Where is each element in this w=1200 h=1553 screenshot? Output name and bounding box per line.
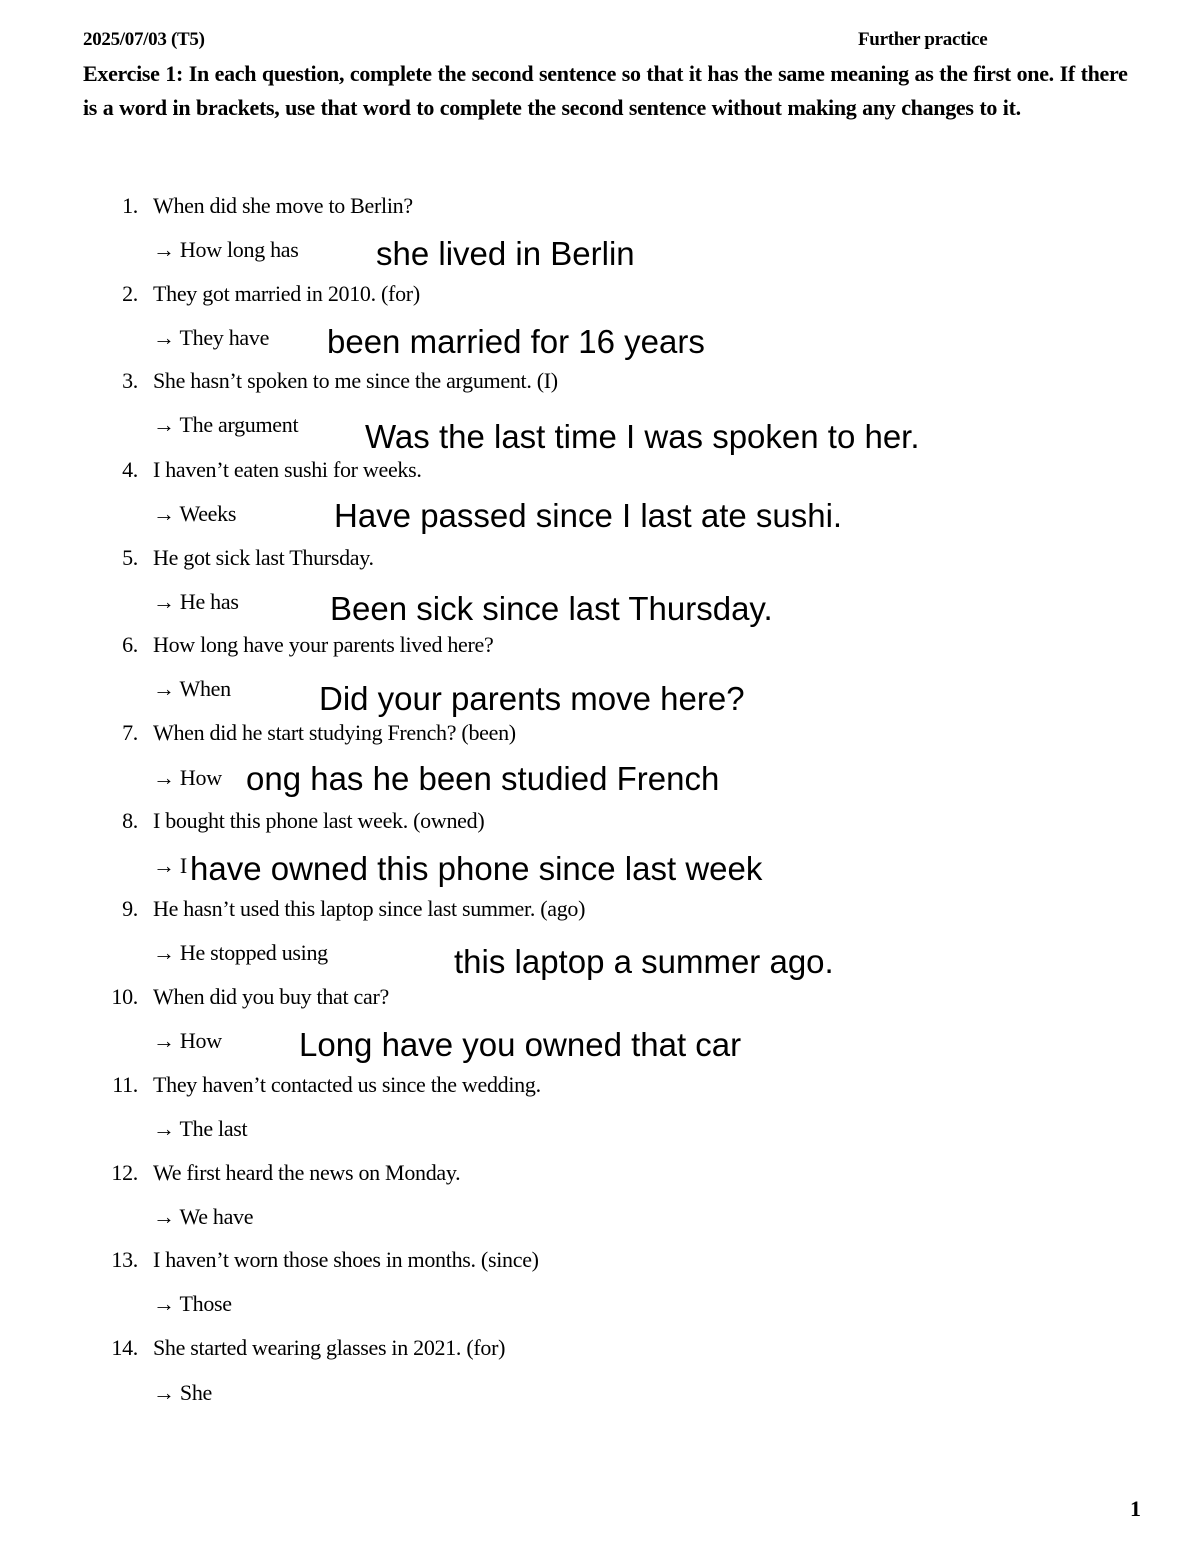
question-number: 13. — [111, 1247, 138, 1272]
question-number: 10. — [111, 984, 138, 1009]
question-text: When did he start studying French? (been) — [153, 720, 516, 745]
answer-prompt: → He stopped using — [153, 940, 328, 965]
answer-prompt: → The last — [153, 1116, 248, 1141]
exercise-instructions: Exercise 1: In each question, complete the second sentence so that it has the same meaning as the first one. If there is a word in brackets, use that word to complete the second sentence without making any changes to it. — [83, 61, 1128, 120]
question-text: I bought this phone last week. (owned) — [153, 808, 485, 833]
header-title: Further practice — [858, 29, 988, 50]
answer-prompt: → How — [153, 765, 222, 790]
question-number: 12. — [111, 1160, 138, 1185]
answer-prompt: → When — [153, 676, 231, 701]
question-text: We first heard the news on Monday. — [153, 1160, 461, 1185]
question-text: She started wearing glasses in 2021. (for) — [153, 1335, 506, 1360]
answer-text[interactable]: ong has he been studied French — [246, 760, 720, 797]
answer-text[interactable]: Long have you owned that car — [299, 1026, 742, 1063]
answer-prompt: → He has — [153, 589, 239, 614]
question-number: 8. — [122, 808, 138, 833]
answer-prompt: → Those — [153, 1291, 232, 1316]
question-number: 4. — [122, 457, 138, 482]
answer-prompt: → How — [153, 1028, 222, 1053]
question-text: I haven’t eaten sushi for weeks. — [153, 457, 422, 482]
page-number: 1 — [1130, 1496, 1141, 1521]
question-number: 11. — [112, 1072, 138, 1097]
answer-text[interactable]: this laptop a summer ago. — [454, 943, 834, 980]
question-number: 9. — [122, 896, 138, 921]
answer-text[interactable]: been married for 16 years — [327, 323, 705, 360]
header-date: 2025/07/03 (T5) — [83, 29, 205, 50]
question-text: He hasn’t used this laptop since last summer. (ago) — [153, 896, 586, 921]
answer-prompt: → She — [153, 1380, 213, 1405]
question-text: I haven’t worn those shoes in months. (since) — [153, 1247, 539, 1272]
answer-prompt: → Weeks — [153, 501, 237, 526]
answer-text[interactable]: Was the last time I was spoken to her. — [365, 418, 920, 455]
question-number: 6. — [122, 632, 138, 657]
question-number: 7. — [122, 720, 138, 745]
question-number: 5. — [122, 545, 138, 570]
question-text: How long have your parents lived here? — [153, 632, 494, 657]
answer-prompt: → I — [153, 853, 187, 878]
question-text: They haven’t contacted us since the wedding. — [153, 1072, 541, 1097]
question-number: 2. — [122, 281, 138, 306]
question-text: When did you buy that car? — [153, 984, 389, 1009]
question-text: They got married in 2010. (for) — [153, 281, 420, 306]
question-number: 1. — [122, 193, 138, 218]
answer-prompt: → We have — [153, 1204, 254, 1229]
answer-text[interactable]: have owned this phone since last week — [190, 850, 763, 887]
question-text: He got sick last Thursday. — [153, 545, 374, 570]
answer-text[interactable]: Have passed since I last ate sushi. — [334, 497, 843, 534]
question-number: 3. — [122, 368, 138, 393]
answer-text[interactable]: she lived in Berlin — [376, 235, 635, 272]
question-text: She hasn’t spoken to me since the argument. (I) — [153, 368, 558, 393]
answer-prompt: → The argument — [153, 412, 299, 437]
answer-prompt: → They have — [153, 325, 270, 350]
answer-prompt: → How long has — [153, 237, 299, 262]
answer-text[interactable]: Did your parents move here? — [319, 680, 745, 717]
question-number: 14. — [111, 1335, 138, 1360]
answer-text[interactable]: Been sick since last Thursday. — [330, 590, 773, 627]
question-text: When did she move to Berlin? — [153, 193, 413, 218]
